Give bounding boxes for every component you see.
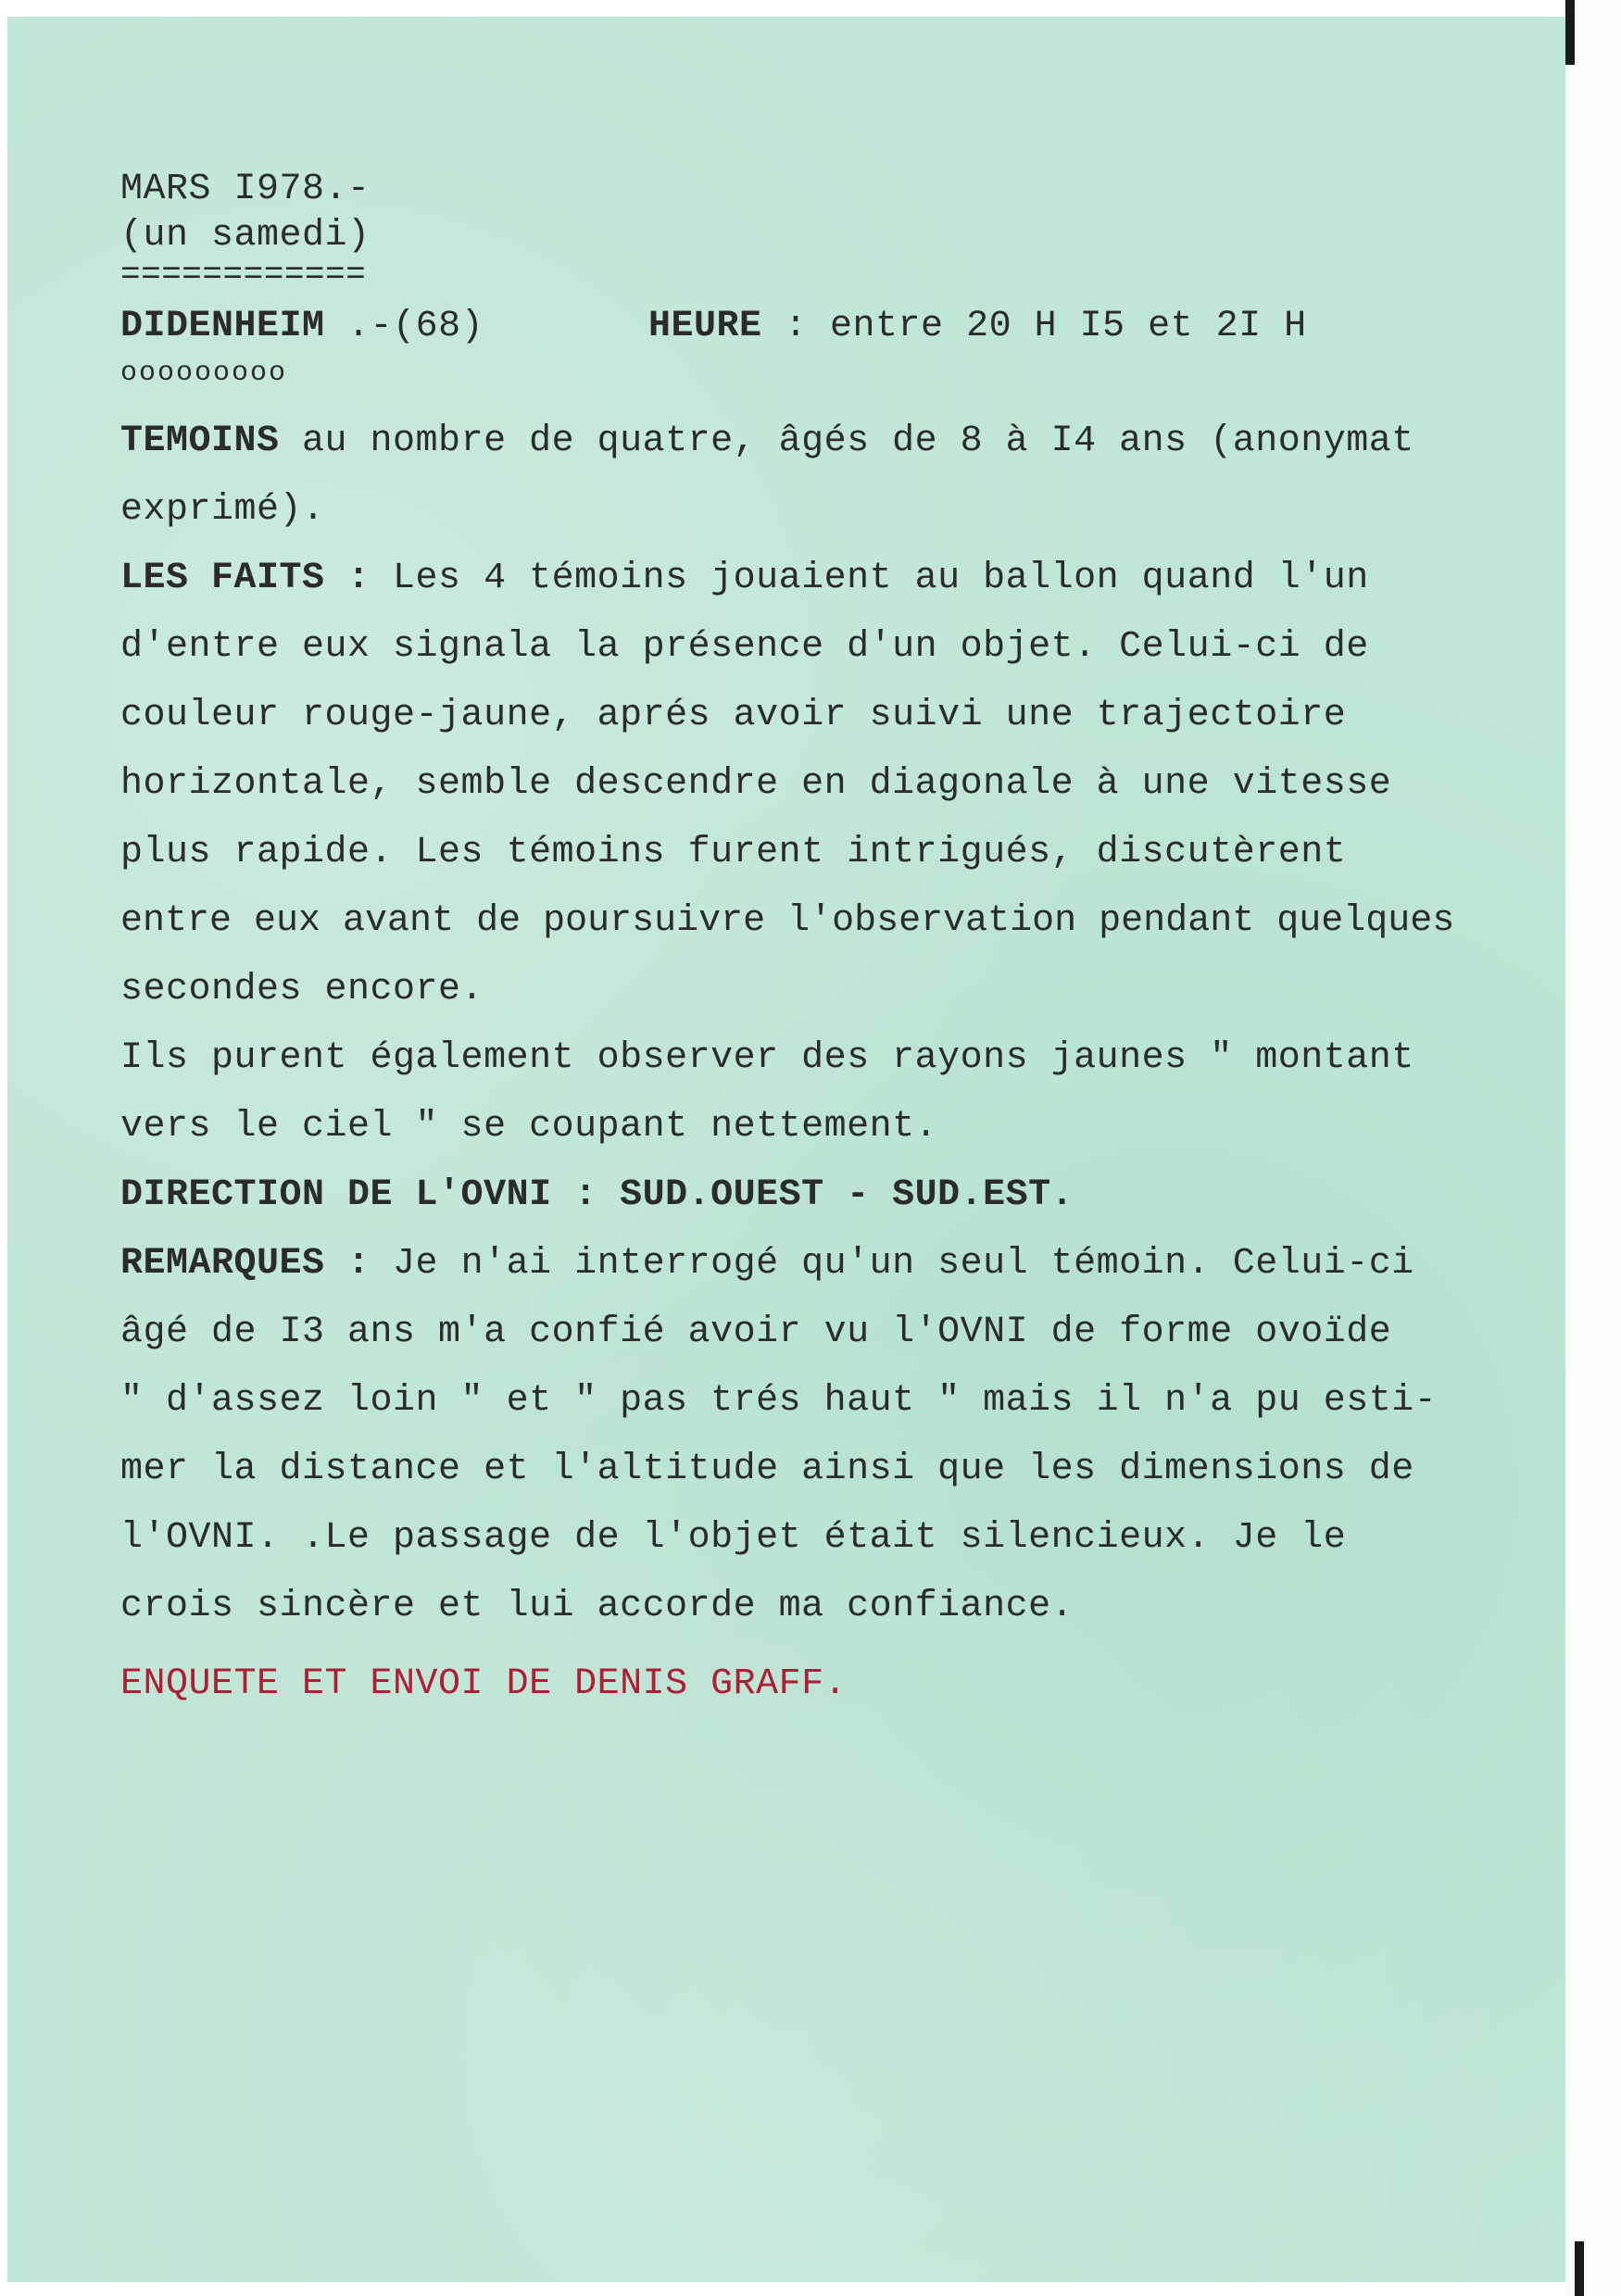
facts-line-1	[120, 558, 1369, 599]
facts-line-7: secondes encore.	[120, 969, 484, 1010]
time-line	[648, 306, 1307, 347]
remarks-line-4: mer la distance et l'altitude ainsi que les dimensions de	[120, 1449, 1414, 1490]
date-underline: ============	[120, 256, 367, 294]
time-value: : entre 20 H I5 et 2I H	[761, 306, 1307, 347]
place-line	[120, 306, 484, 347]
facts-text: Les 4 témoins jouaient au ballon quand l'un	[370, 558, 1369, 599]
remarks-line-2: âgé de I3 ans m'a confié avoir vu l'OVNI de forme ovoïde	[120, 1311, 1392, 1353]
scan-shadow-bottom	[1575, 2241, 1584, 2296]
remarks-line-6: crois sincère et lui accorde ma confiance.	[120, 1586, 1074, 1627]
report-date: MARS I978.-	[120, 169, 371, 210]
report-day: (un samedi)	[120, 215, 371, 257]
remarks-line-1	[120, 1243, 1414, 1285]
scan-shadow-top	[1565, 0, 1575, 65]
witnesses-line-1	[120, 420, 1414, 462]
witnesses-label: TEMOINS	[120, 420, 280, 462]
direction-label: DIRECTION DE L'OVNI :	[120, 1174, 597, 1216]
facts-label: LES FAITS :	[120, 558, 371, 599]
place-suffix: .-(68)	[324, 306, 484, 347]
witnesses-line-2: exprimé).	[120, 489, 325, 531]
rays-line-2: vers le ciel " se coupant nettement.	[120, 1106, 938, 1148]
remarks-label: REMARQUES :	[120, 1243, 371, 1285]
time-label: HEURE	[648, 306, 762, 347]
scan-margin	[1565, 0, 1621, 2296]
direction-value: SUD.OUEST - SUD.EST.	[597, 1174, 1074, 1216]
typewritten-report-card	[7, 17, 1565, 2282]
rays-line-1: Ils purent également observer des rayons jaunes " montant	[120, 1037, 1414, 1079]
facts-line-4: horizontale, semble descendre en diagonale à une vitesse	[120, 763, 1392, 805]
facts-line-5: plus rapide. Les témoins furent intrigués, discutèrent	[120, 832, 1347, 873]
investigator-credit: ENQUETE ET ENVOI DE DENIS GRAFF.	[120, 1663, 848, 1705]
place-name: DIDENHEIM	[120, 306, 325, 347]
remarks-text: Je n'ai interrogé qu'un seul témoin. Celui-ci	[370, 1243, 1414, 1285]
remarks-line-3: " d'assez loin " et " pas trés haut " mais il n'a pu esti-	[120, 1380, 1438, 1422]
witnesses-text: au nombre de quatre, âgés de 8 à I4 ans (anonymat	[279, 420, 1414, 462]
place-underline: ooooooooo	[120, 358, 288, 389]
facts-line-2: d'entre eux signala la présence d'un objet. Celui-ci de	[120, 626, 1369, 668]
facts-line-6: entre eux avant de poursuivre l'observation pendant quelques	[120, 900, 1455, 942]
direction-line	[120, 1174, 1074, 1216]
facts-line-3: couleur rouge-jaune, aprés avoir suivi une trajectoire	[120, 695, 1347, 736]
remarks-line-5: l'OVNI. .Le passage de l'objet était silencieux. Je le	[120, 1517, 1347, 1559]
